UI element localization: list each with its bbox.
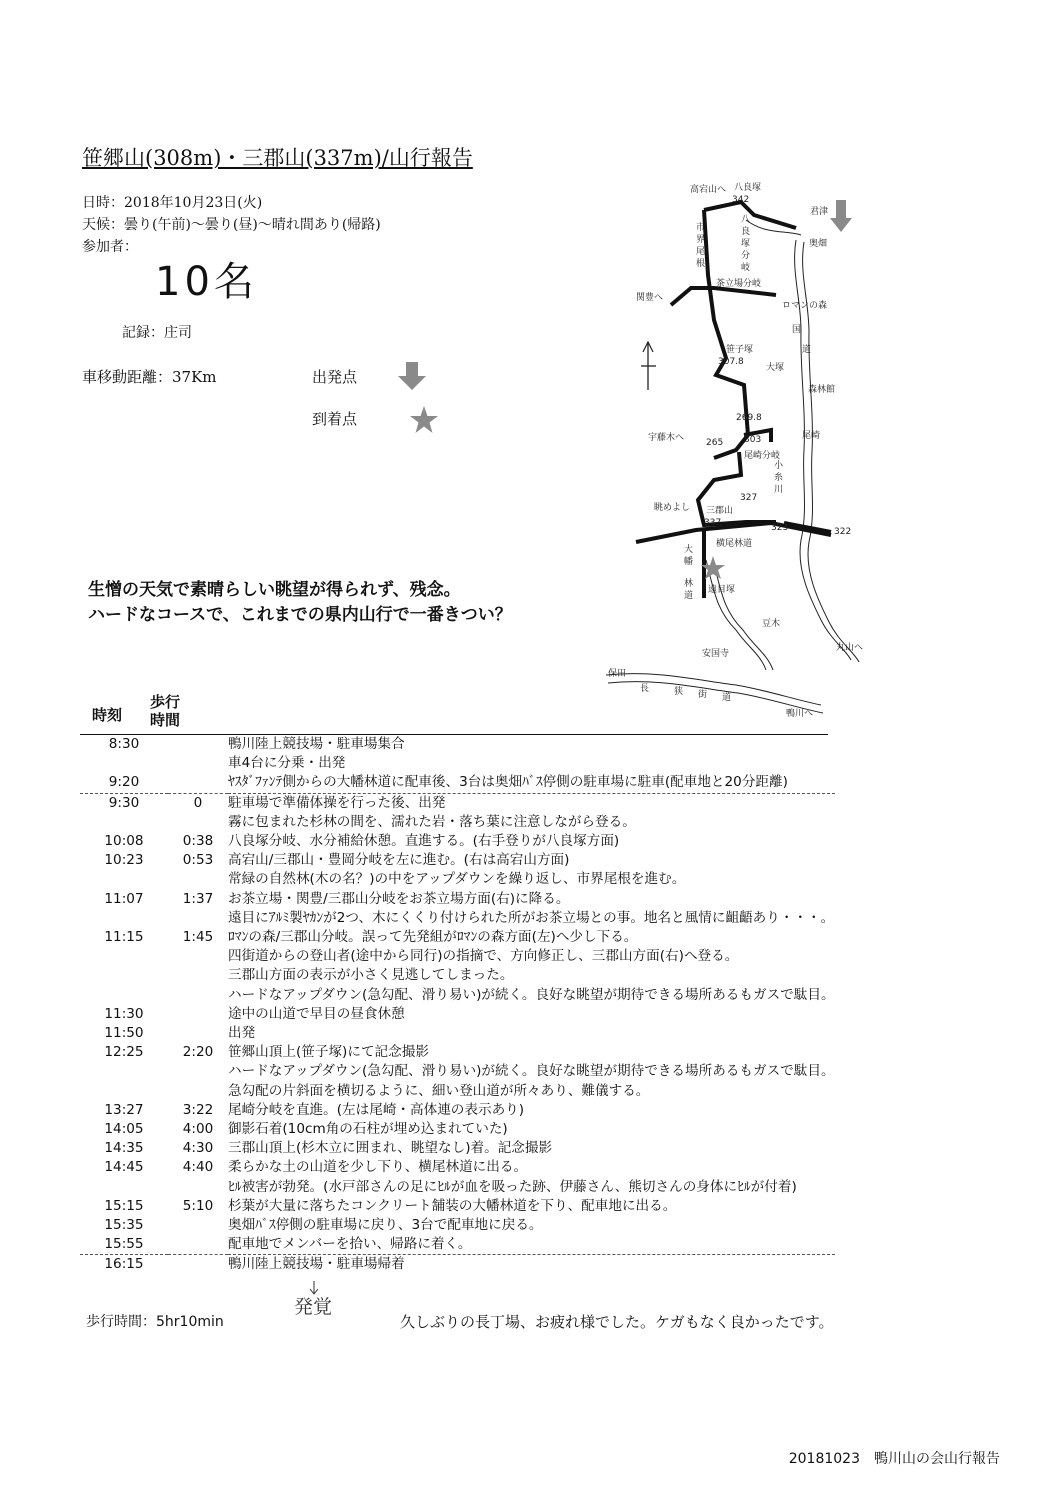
svg-text:327: 327 bbox=[740, 493, 758, 503]
table-row bbox=[80, 928, 835, 947]
log-description: 駐車場で準備体操を行った後、出発 bbox=[228, 794, 446, 811]
log-description: 尾崎分岐を直進。(左は尾崎・高体連の表示あり) bbox=[228, 1101, 525, 1118]
log-walk-time bbox=[168, 986, 228, 1005]
svg-text:塚: 塚 bbox=[741, 239, 751, 249]
log-time: 9:30 bbox=[108, 794, 140, 811]
log-time: 11:30 bbox=[104, 1005, 144, 1022]
log-description: 鴨川陸上競技場・駐車場集合 bbox=[228, 736, 405, 752]
table-row bbox=[80, 966, 835, 985]
table-row bbox=[80, 1139, 835, 1158]
svg-text:道: 道 bbox=[722, 693, 732, 703]
log-description: 遠目にｱﾙﾐ製ﾔｶﾝが2つ、木にくくり付けられた所がお茶立場との事。地名と風情に齟齬あり・・・。 bbox=[228, 909, 835, 926]
svg-text:道: 道 bbox=[802, 345, 812, 355]
log-description: 三郡山方面の表示が小さく見逃してしまった。 bbox=[228, 967, 514, 984]
svg-text:発覚: 発覚 bbox=[294, 1296, 333, 1318]
log-description: 高宕山/三郡山・豊岡分岐を左に進む。(右は高宕山方面) bbox=[228, 852, 570, 869]
log-time: 10:08 bbox=[104, 833, 144, 850]
total-walk-time: 歩行時間：5hr10min bbox=[86, 1314, 224, 1330]
svg-text:林: 林 bbox=[684, 579, 694, 589]
map-label-yokoorindo: 横尾林道 bbox=[716, 539, 753, 549]
time-column-header: 時刻 bbox=[92, 706, 123, 724]
log-time: 11:07 bbox=[104, 890, 144, 907]
table-row bbox=[80, 1120, 835, 1139]
log-description: 途中の山道で早目の昼食休憩 bbox=[228, 1005, 405, 1022]
log-time bbox=[80, 986, 168, 1005]
log-time: 11:50 bbox=[104, 1025, 144, 1042]
log-description: 四街道からの登山者(途中から同行)の指摘で、方向修正し、三郡山方面(右)へ登る。 bbox=[228, 948, 739, 965]
log-walk-time bbox=[168, 1005, 228, 1024]
log-time: 12:25 bbox=[104, 1044, 144, 1061]
map-label-okuhata: 奥畑 bbox=[809, 239, 828, 249]
log-description: 車4台に分乗・出発 bbox=[228, 755, 346, 772]
svg-text:337: 337 bbox=[704, 518, 722, 528]
log-description: 鴨川陸上競技場・駐車場帰着 bbox=[228, 1256, 405, 1273]
svg-text:八: 八 bbox=[741, 215, 751, 225]
svg-text:幡: 幡 bbox=[684, 557, 694, 567]
svg-text:良: 良 bbox=[741, 227, 751, 237]
log-time bbox=[80, 1062, 168, 1081]
log-walk-time bbox=[168, 1216, 228, 1235]
svg-text:分: 分 bbox=[741, 251, 751, 261]
svg-text:界: 界 bbox=[696, 235, 706, 245]
svg-text:269.8: 269.8 bbox=[736, 413, 762, 423]
log-description: 配車地でメンバーを拾い、帰路に着く。 bbox=[228, 1235, 835, 1255]
log-time bbox=[80, 870, 168, 889]
log-description: 出発 bbox=[228, 1025, 256, 1042]
map-label-kimitsu: 君津 bbox=[810, 207, 829, 217]
table-row bbox=[80, 773, 835, 793]
table-row bbox=[80, 1158, 835, 1177]
map-label-roman: ロマンの森 bbox=[782, 301, 828, 311]
handwritten-correction bbox=[292, 1279, 352, 1319]
log-walk-time bbox=[168, 1235, 228, 1255]
participants-count: 10名 bbox=[155, 259, 258, 305]
log-walk-time bbox=[168, 909, 228, 928]
page-title: 笹郷山(308m)・三郡山(337m)/山行報告 bbox=[82, 146, 473, 170]
log-time: 8:30 bbox=[108, 736, 140, 752]
table-row bbox=[80, 870, 835, 889]
log-walk-time: 4:30 bbox=[182, 1140, 214, 1157]
map-label-maruyama: 丸山へ bbox=[836, 643, 864, 653]
table-row bbox=[80, 793, 835, 813]
log-description: お茶立場・関豊/三郡山分岐をお茶立場方面(右)に降る。 bbox=[228, 890, 570, 907]
table-row bbox=[80, 1101, 835, 1120]
table-row bbox=[80, 986, 835, 1005]
map-label-shinrinkan: 森林館 bbox=[808, 385, 836, 395]
log-walk-time: 3:22 bbox=[182, 1101, 214, 1118]
log-description: 奥畑ﾊﾞｽ停側の駐車場に戻り、3台で配車地に戻る。 bbox=[228, 1217, 543, 1234]
log-walk-time bbox=[168, 870, 228, 889]
walk-column-header-2: 時間 bbox=[150, 711, 181, 729]
table-row bbox=[80, 947, 835, 966]
log-description: ハードなアップダウン(急勾配、滑り易い)が続く。良好な眺望が期待できる場所あるもガスで駄目。 bbox=[228, 1063, 835, 1080]
table-row bbox=[80, 851, 835, 870]
table-row bbox=[80, 832, 835, 851]
log-walk-time: 4:00 bbox=[182, 1121, 214, 1138]
remark-line-2: ハードなコースで、これまでの県内山行で一番きつい？ bbox=[88, 605, 512, 625]
table-row bbox=[80, 1062, 835, 1081]
log-walk-time bbox=[168, 773, 228, 793]
log-walk-time: 2:20 bbox=[182, 1044, 214, 1061]
log-walk-time bbox=[168, 1082, 228, 1101]
log-time: 14:45 bbox=[104, 1159, 144, 1176]
log-time: 14:35 bbox=[104, 1140, 144, 1157]
svg-text:岐: 岐 bbox=[741, 263, 751, 273]
log-time bbox=[80, 813, 168, 832]
map-label-takagoyama: 高宕山へ bbox=[690, 185, 727, 195]
svg-text:尾: 尾 bbox=[696, 247, 706, 257]
map-label-ozakibunki: 尾崎分岐 bbox=[744, 451, 781, 461]
log-time: 11:15 bbox=[104, 929, 144, 946]
walk-column-header-1: 歩行 bbox=[150, 693, 181, 711]
table-row bbox=[80, 813, 835, 832]
log-description: 三郡山頂上(杉木立に囲まれ、眺望なし)着。記念撮影 bbox=[228, 1140, 553, 1157]
log-time: 9:20 bbox=[80, 773, 168, 793]
log-description: 笹郷山頂上(笹子塚)にて記念撮影 bbox=[228, 1044, 429, 1061]
svg-text:糸: 糸 bbox=[774, 473, 784, 483]
activity-log-table bbox=[80, 735, 835, 1275]
log-walk-time: 0:53 bbox=[182, 852, 214, 869]
map-label-sasagozuka: 笹子塚 bbox=[726, 345, 754, 355]
log-walk-time: 0:38 bbox=[182, 833, 214, 850]
log-time bbox=[80, 754, 168, 773]
log-description: ﾔｽﾀﾞﾌｧﾝﾃ側からの大幡林道に配車後、3台は奥畑ﾊﾞｽ停側の駐車場に駐車(配車地と20分距離) bbox=[228, 773, 835, 793]
map-start-arrow-icon bbox=[830, 200, 852, 232]
map-label-mameki: 豆木 bbox=[762, 619, 781, 629]
log-time bbox=[80, 1178, 168, 1197]
table-row bbox=[80, 1235, 835, 1255]
map-label-sekiyutaka: 関豊へ bbox=[636, 293, 664, 303]
log-walk-time: 0 bbox=[193, 794, 203, 811]
log-time bbox=[80, 947, 168, 966]
car-distance: 車移動距離：37Km bbox=[82, 368, 217, 386]
map-label-otsuka: 大塚 bbox=[766, 363, 785, 373]
map-label-ankokuji: 安国寺 bbox=[702, 649, 730, 659]
table-row bbox=[80, 1043, 835, 1062]
svg-text:長: 長 bbox=[640, 684, 650, 694]
log-walk-time bbox=[168, 966, 228, 985]
log-walk-time bbox=[168, 754, 228, 773]
table-row bbox=[80, 1024, 835, 1043]
log-time: 15:35 bbox=[104, 1217, 144, 1234]
map-label-ozaki: 尾崎 bbox=[802, 431, 821, 441]
log-description: 御影石着(10cm角の石柱が埋め込まれていた) bbox=[228, 1121, 508, 1138]
log-description: 柔らかな土の山道を少し下り、横尾林道に出る。 bbox=[228, 1159, 528, 1176]
log-walk-time bbox=[168, 813, 228, 832]
log-walk-time: 5:10 bbox=[182, 1197, 214, 1214]
log-description: 杉葉が大量に落ちたコンクリート舗装の大幡林道を下り、配車地に出る。 bbox=[228, 1197, 677, 1214]
table-row bbox=[80, 1005, 835, 1024]
log-walk-time bbox=[168, 735, 228, 754]
log-description: 急勾配の片斜面を横切るように、細い登山道が所々あり、難儀する。 bbox=[228, 1082, 650, 1099]
svg-text:街: 街 bbox=[698, 690, 708, 700]
weather-line: 天候：曇り(午前)～曇り(昼)～晴れ間あり(帰路) bbox=[82, 217, 381, 233]
table-row bbox=[80, 1178, 835, 1197]
map-label-342: 342 bbox=[732, 195, 750, 205]
date-line: 日時：2018年10月23日(火) bbox=[82, 195, 263, 211]
recorder-line: 記録：庄司 bbox=[122, 325, 192, 341]
svg-text:265: 265 bbox=[706, 438, 724, 448]
table-row bbox=[80, 1216, 835, 1235]
svg-text:狭: 狭 bbox=[674, 687, 684, 697]
footer-text: 20181023 鴨川山の会山行報告 bbox=[788, 1451, 1000, 1467]
svg-text:国: 国 bbox=[792, 325, 802, 335]
log-walk-time bbox=[168, 1062, 228, 1081]
closing-message: 久しぶりの長丁場、お疲れ様でした。ケガもなく良かったです。 bbox=[400, 1313, 834, 1331]
log-description: ﾛﾏﾝの森/三郡山分岐。誤って先発組がﾛﾏﾝの森方面(左)へ少し下る。 bbox=[228, 929, 638, 946]
svg-text:根: 根 bbox=[696, 259, 706, 269]
map-label-kamogawa: 鴨川へ bbox=[786, 709, 814, 719]
log-time bbox=[80, 966, 168, 985]
log-walk-time: 4:40 bbox=[182, 1159, 214, 1176]
svg-text:川: 川 bbox=[774, 485, 784, 495]
log-walk-time bbox=[168, 947, 228, 966]
log-time: 10:23 bbox=[104, 852, 144, 869]
log-time: 16:15 bbox=[104, 1256, 144, 1273]
table-row bbox=[80, 909, 835, 928]
goal-star-icon bbox=[409, 405, 439, 435]
participants-label: 参加者： bbox=[82, 239, 138, 255]
svg-text:323: 323 bbox=[771, 523, 789, 533]
log-description: 常緑の自然林(木の名？)の中をアップダウンを繰り返し、市界尾根を進む。 bbox=[228, 871, 686, 888]
svg-text:322: 322 bbox=[834, 527, 852, 537]
map-label-ochatateba: 茶立場分岐 bbox=[716, 279, 762, 289]
map-label-hota: 保田 bbox=[608, 669, 627, 679]
log-description: ハードなアップダウン(急勾配、滑り易い)が続く。良好な眺望が期待できる場所あるもガスで駄目。 bbox=[228, 986, 835, 1003]
svg-text:小: 小 bbox=[774, 461, 784, 471]
log-description: 霧に包まれた杉林の間を、濡れた岩・落ち葉に注意しながら登る。 bbox=[228, 813, 636, 830]
log-time: 15:55 bbox=[80, 1235, 168, 1255]
map-label-hachirozuka: 八良塚 bbox=[734, 183, 762, 193]
map-label-sangunsan: 三郡山 bbox=[706, 506, 734, 516]
remark-line-1: 生憎の天気で素晴らしい眺望が得られず、残念。 bbox=[88, 580, 461, 600]
svg-text:市: 市 bbox=[696, 223, 706, 233]
table-row bbox=[80, 735, 835, 754]
log-description: ﾋﾙ被害が勃発。(水戸部さんの足にﾋﾙが血を吸った跡、伊藤さん、熊切さんの身体にﾋﾙが付着) bbox=[228, 1178, 797, 1195]
map-label-nagameyoshi: 眺めよし bbox=[654, 503, 691, 513]
log-walk-time: 1:45 bbox=[182, 929, 214, 946]
goal-point-label: 到着点 bbox=[312, 410, 358, 428]
log-time: 13:27 bbox=[104, 1101, 144, 1118]
start-point-label: 出発点 bbox=[312, 368, 358, 386]
log-time bbox=[80, 1082, 168, 1101]
map-label-utoki: 宇藤木へ bbox=[648, 433, 685, 443]
log-walk-time bbox=[168, 1024, 228, 1043]
north-arrow-icon bbox=[641, 342, 656, 390]
svg-text:303: 303 bbox=[744, 435, 762, 445]
log-time: 15:15 bbox=[104, 1197, 144, 1214]
svg-text:大: 大 bbox=[684, 545, 694, 555]
table-row bbox=[80, 754, 835, 773]
log-description: 八良塚分岐、水分補給休憩。直進する。(右手登りが八良塚方面) bbox=[228, 833, 620, 850]
table-row bbox=[80, 1082, 835, 1101]
route-map bbox=[596, 180, 926, 720]
table-row bbox=[80, 890, 835, 909]
table-row bbox=[80, 1197, 835, 1216]
log-walk-time bbox=[168, 1178, 228, 1197]
table-row bbox=[80, 1255, 835, 1275]
log-time: 14:05 bbox=[104, 1121, 144, 1138]
svg-text:道: 道 bbox=[684, 591, 694, 601]
log-time bbox=[80, 909, 168, 928]
start-arrow-icon bbox=[396, 360, 428, 392]
map-label-tomezuka: 遠目塚 bbox=[708, 585, 736, 595]
svg-text:307.8: 307.8 bbox=[718, 357, 744, 367]
log-walk-time: 1:37 bbox=[182, 890, 214, 907]
log-walk-time bbox=[168, 1255, 228, 1275]
